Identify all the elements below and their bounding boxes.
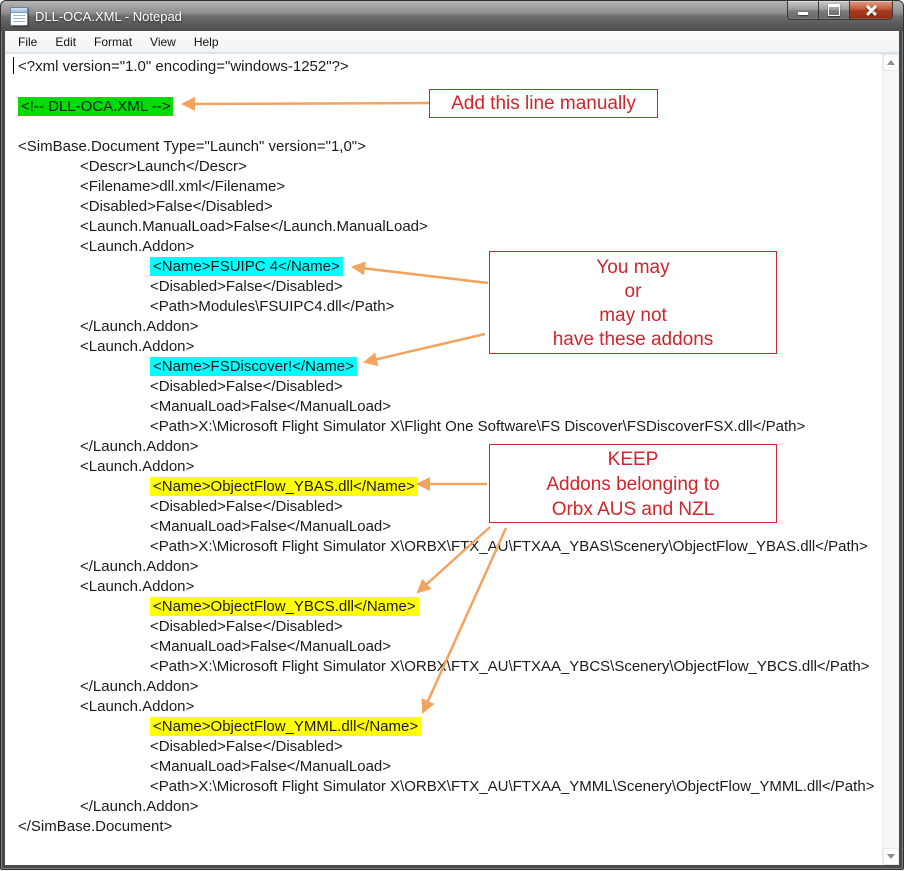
code-line: <Launch.Addon> bbox=[18, 337, 882, 357]
close-icon bbox=[865, 4, 878, 17]
annotation-text: You may bbox=[490, 256, 776, 280]
code-line: <Disabled>False</Disabled> bbox=[18, 277, 882, 297]
code-line: <Disabled>False</Disabled> bbox=[18, 617, 882, 637]
title-bar[interactable] bbox=[1, 1, 903, 31]
code-line: <Disabled>False</Disabled> bbox=[18, 377, 882, 397]
code-line: <Name>ObjectFlow_YMML.dll</Name> bbox=[18, 717, 882, 737]
code-line: <Launch.Addon> bbox=[18, 577, 882, 597]
close-button[interactable] bbox=[849, 1, 893, 20]
minimize-button[interactable] bbox=[787, 1, 818, 20]
maximize-icon bbox=[828, 4, 840, 16]
window-title: DLL-OCA.XML - Notepad bbox=[35, 9, 182, 24]
menu-file[interactable]: File bbox=[9, 33, 46, 51]
window-controls bbox=[787, 1, 893, 20]
menu-bar bbox=[5, 31, 899, 53]
code-line: <Name>ObjectFlow_YBCS.dll</Name> bbox=[18, 597, 882, 617]
code-line: <Path>Modules\FSUIPC4.dll</Path> bbox=[18, 297, 882, 317]
code-line: </Launch.Addon> bbox=[18, 677, 882, 697]
code-line bbox=[18, 117, 882, 137]
code-line: <Descr>Launch</Descr> bbox=[18, 157, 882, 177]
annotation-text: may not bbox=[490, 304, 776, 328]
annotation-add-line bbox=[429, 89, 658, 118]
annotation-may-have-addons bbox=[489, 251, 777, 354]
annotation-text: or bbox=[490, 280, 776, 304]
code-line: <?xml version="1.0" encoding="windows-1252"?> bbox=[18, 57, 882, 77]
arrow-up-icon bbox=[887, 60, 895, 65]
code-line: <Launch.ManualLoad>False</Launch.ManualLoad> bbox=[18, 217, 882, 237]
code-line: </SimBase.Document> bbox=[18, 817, 882, 837]
code-line: <Disabled>False</Disabled> bbox=[18, 737, 882, 757]
code-line: <Launch.Addon> bbox=[18, 237, 882, 257]
code-line: <SimBase.Document Type="Launch" version="1,0"> bbox=[18, 137, 882, 157]
code-line: <Path>X:\Microsoft Flight Simulator X\ORBX\FTX_AU\FTXAA_YBAS\Scenery\ObjectFlow_YBAS.dll</Path> bbox=[18, 537, 882, 557]
code-line: </Launch.Addon> bbox=[18, 557, 882, 577]
code-line: </Launch.Addon> bbox=[18, 437, 882, 457]
maximize-button[interactable] bbox=[818, 1, 849, 20]
code-line: <Launch.Addon> bbox=[18, 697, 882, 717]
code-line: <Path>X:\Microsoft Flight Simulator X\ORBX\FTX_AU\FTXAA_YMML\Scenery\ObjectFlow_YMML.dll</Path> bbox=[18, 777, 882, 797]
code-line: <ManualLoad>False</ManualLoad> bbox=[18, 397, 882, 417]
code-line: <Name>ObjectFlow_YBAS.dll</Name> bbox=[18, 477, 882, 497]
menu-edit[interactable]: Edit bbox=[46, 33, 85, 51]
annotation-text: have these addons bbox=[490, 328, 776, 352]
code-line: <Path>X:\Microsoft Flight Simulator X\ORBX\FTX_AU\FTXAA_YBCS\Scenery\ObjectFlow_YBCS.dll</Path> bbox=[18, 657, 882, 677]
minimize-icon bbox=[798, 12, 808, 15]
code-line: <Disabled>False</Disabled> bbox=[18, 197, 882, 217]
annotation-text: KEEP bbox=[490, 447, 776, 472]
menu-help[interactable]: Help bbox=[185, 33, 228, 51]
annotation-text: Orbx AUS and NZL bbox=[490, 497, 776, 522]
annotation-keep-addons bbox=[489, 444, 777, 523]
code-line: <Launch.Addon> bbox=[18, 457, 882, 477]
code-line: <Name>FSUIPC 4</Name> bbox=[18, 257, 882, 277]
code-line: </Launch.Addon> bbox=[18, 317, 882, 337]
code-line: <Filename>dll.xml</Filename> bbox=[18, 177, 882, 197]
code-line: <Path>X:\Microsoft Flight Simulator X\Flight One Software\FS Discover\FSDiscoverFSX.dll</Path> bbox=[18, 417, 882, 437]
notepad-icon bbox=[10, 7, 28, 26]
code-line: <Disabled>False</Disabled> bbox=[18, 497, 882, 517]
scroll-up-button[interactable] bbox=[883, 54, 899, 71]
arrow-down-icon bbox=[887, 854, 895, 859]
code-line: <ManualLoad>False</ManualLoad> bbox=[18, 637, 882, 657]
menu-view[interactable]: View bbox=[141, 33, 185, 51]
code-line: <Name>FSDiscover!</Name> bbox=[18, 357, 882, 377]
text-caret bbox=[13, 57, 14, 74]
code-line: </Launch.Addon> bbox=[18, 797, 882, 817]
code-line: <ManualLoad>False</ManualLoad> bbox=[18, 757, 882, 777]
vertical-scrollbar[interactable] bbox=[882, 54, 899, 865]
annotation-text: Addons belonging to bbox=[490, 472, 776, 497]
code-line: <!-- DLL-OCA.XML --> bbox=[18, 97, 882, 117]
title-group bbox=[10, 7, 182, 26]
code-line: <ManualLoad>False</ManualLoad> bbox=[18, 517, 882, 537]
annotation-text: Add this line manually bbox=[430, 90, 657, 117]
scroll-down-button[interactable] bbox=[883, 848, 899, 865]
menu-format[interactable]: Format bbox=[85, 33, 141, 51]
